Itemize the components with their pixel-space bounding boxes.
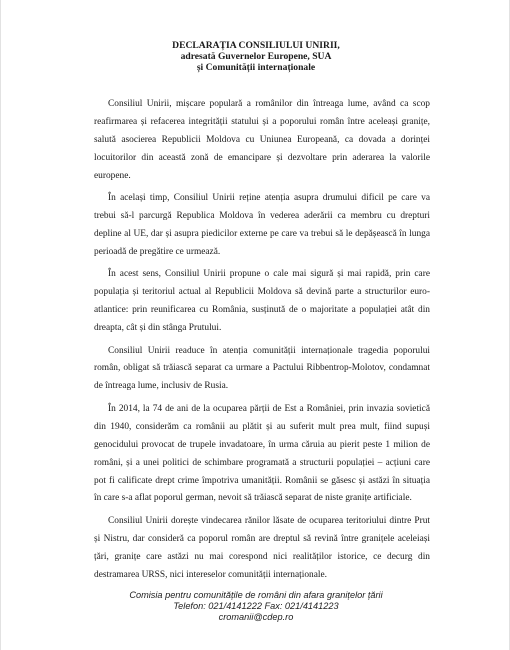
- footer-commission: Comisia pentru comunitățile de români din afara granițelor țării: [129, 590, 383, 600]
- footer-phone-fax: Telefon: 021/4141222 Fax: 021/4141223: [173, 601, 339, 611]
- paragraph-2: În același timp, Consiliul Unirii reține atenția asupra drumului dificil pe care va trebui să-l parcurgă Republica Moldova în vederea aderării ca membru cu drepturi depline al UE, dar și asupra piedicilor externe pe care va trebui să le depășească în lunga perioadă de pregătire ce urmează.: [94, 193, 430, 257]
- title-line-1: DECLARAȚIA CONSILIULUI UNIRII,: [172, 40, 340, 51]
- declaration-body: [94, 96, 430, 589]
- paragraph-6: Consiliul Unirii dorește vindecarea rănilor lăsate de ocuparea teritoriului dintre Prut și Nistru, dar consideră ca poporul român are dreptul să revină între granițele aceleiași țări, granițe care astăzi nu mai corespond nici realităților istorice, ce decurg din destramarea URSS, nici intereselor comunității internaționale.: [94, 515, 430, 580]
- title-line-3: și Comunității internaționale: [196, 62, 316, 73]
- contact-footer: [1, 590, 510, 623]
- paragraph-5: În 2014, la 74 de ani de la ocuparea părții de Est a României, prin invazia sovietică din 1940, considerăm ca românii au plătit și au suferit mult prea mult, fiind supuși genocidului provocat de trupele invadatoare, în urma căruia au pierit peste 1 milion de români, și a unei politici de schimbare programată a structurii populației – acțiuni care pot fi calificate drept crime împotriva umanității. Românii se găsesc și astăzi în situația în care s-a aflat poporul german, nevoit să trăiască separat de niste granițe artificiale.: [94, 403, 430, 504]
- paragraph-4: Consiliul Unirii readuce în atenția comunității internaționale tragedia poporului român, obligat să trăiască separat ca urmare a Pactului Ribbentrop-Molotov, condamnat de întreaga lume, inclusiv de Rusia.: [94, 345, 430, 392]
- footer-email: cromanii@cdep.ro: [218, 612, 294, 622]
- paragraph-1: Consiliul Unirii, mișcare populară a românilor din întreaga lume, având ca scop reafirmarea și refacerea integrității statului și a poporului român între aceleași granițe, salută asocierea Republicii Moldova cu Uniunea Europeană, ca dovada a dorinței locuitorilor din această zonă de emancipare și dezvoltare prin aderarea la valorile europene.: [94, 99, 430, 181]
- paragraph-3: În acest sens, Consiliul Unirii propune o cale mai sigură și mai rapidă, prin care populația și teritoriul actual al Republicii Moldova să devină parte a structurilor euro-atlantice: prin reunificarea cu România, susținută de o majoritate a populației atât din dreapta, cât și din stânga Prutului.: [94, 269, 430, 334]
- declaration-title: [1, 40, 510, 73]
- title-line-2: adresată Guvernelor Europene, SUA: [180, 51, 332, 62]
